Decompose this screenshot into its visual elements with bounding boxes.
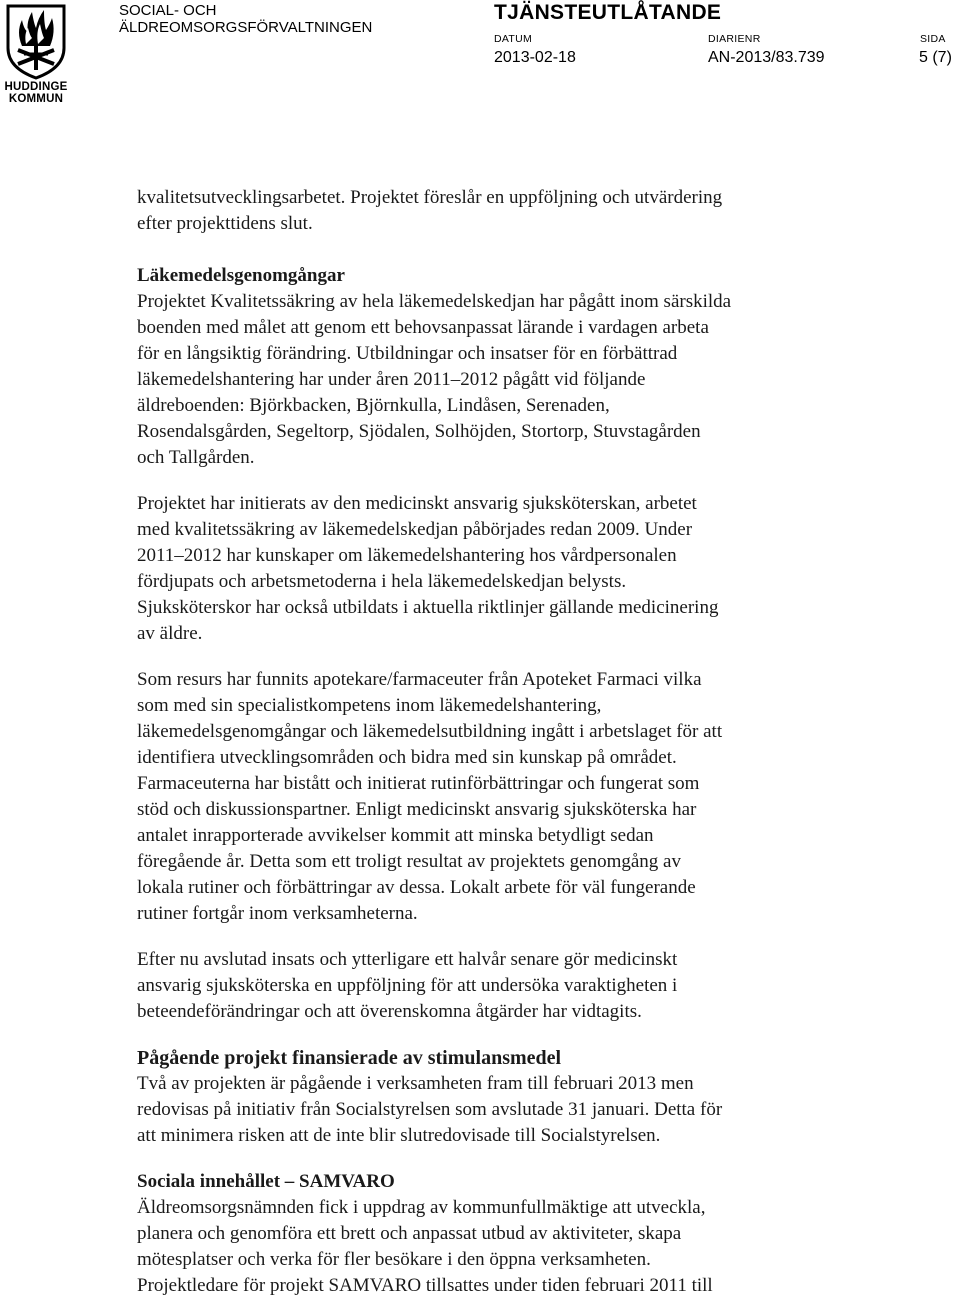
text-line: Projektledare för projekt SAMVARO tillsattes under tiden februari 2011 till xyxy=(137,1275,713,1296)
paragraph xyxy=(137,667,937,927)
text-line: Äldreomsorgsnämnden fick i uppdrag av kommunfullmäktige att utveckla, xyxy=(137,1197,706,1218)
text-line: Efter nu avslutad insats och ytterligare ett halvår senare gör medicinskt xyxy=(137,949,678,970)
text-line: att minimera risken att de inte blir slutredovisade till Socialstyrelsen. xyxy=(137,1125,661,1146)
text-line: kvalitetsutvecklingsarbetet. Projektet föreslår en uppföljning och utvärdering xyxy=(137,187,723,208)
text-line: 2011–2012 har kunskaper om läkemedelshantering hos vårdpersonalen xyxy=(137,545,677,566)
text-line: Projektet har initierats av den medicinskt ansvarig sjuksköterskan, arbetet xyxy=(137,493,697,514)
text-line: föregående år. Detta som ett troligt resultat av projektets genomgång av xyxy=(137,851,681,872)
text-line: stöd och diskussionspartner. Enligt medicinskt ansvarig sjuksköterska har xyxy=(137,799,697,820)
text-line: boenden med målet att genom ett behovsanpassat lärande i vardagen arbeta xyxy=(137,317,709,338)
section-heading-samvaro: Sociala innehållet – SAMVARO xyxy=(137,1171,395,1192)
text-line: äldreboenden: Björkbacken, Björnkulla, Lindåsen, Serenaden, xyxy=(137,395,610,416)
text-line: för en långsiktig förändring. Utbildningar och insatser för en förbättrad xyxy=(137,343,678,364)
logo-text-line2: KOMMUN xyxy=(8,93,64,105)
text-line: redovisas på initiativ från Socialstyrelsen som avslutade 31 januari. Detta för xyxy=(137,1099,723,1120)
page-label: SIDA xyxy=(920,33,946,45)
text-line: mötesplatser och verka för fler besökare i den öppna verksamheten. xyxy=(137,1249,651,1270)
document-type-title: TJÄNSTEUTLÅTANDE xyxy=(494,1,722,24)
date-label: DATUM xyxy=(494,33,533,45)
document-body xyxy=(137,185,937,1299)
date-value: 2013-02-18 xyxy=(494,49,576,66)
text-line: planera och genomföra ett brett och anpassat utbud av aktiviteter, skapa xyxy=(137,1223,682,1244)
paragraph xyxy=(137,491,937,647)
text-line: som med sin specialistkompetens inom läkemedelshantering, xyxy=(137,695,602,716)
text-line: identifiera utvecklingsområden och bidra med sin kunskap på området. xyxy=(137,747,677,768)
text-line: av äldre. xyxy=(137,623,203,644)
reference-number-value: AN-2013/83.739 xyxy=(708,49,825,66)
text-line: Farmaceuterna har bistått och initierat rutinförbättringar och fungerat som xyxy=(137,773,700,794)
text-line: och Tallgården. xyxy=(137,447,255,468)
text-line: Projektet Kvalitetssäkring av hela läkemedelskedjan har pågått inom särskilda xyxy=(137,291,732,312)
paragraph xyxy=(137,1195,937,1299)
text-line: Sjuksköterskor har också utbildats i aktuella riktlinjer gällande medicinering xyxy=(137,597,719,618)
municipality-logo xyxy=(0,0,72,108)
text-line: Som resurs har funnits apotekare/farmaceuter från Apoteket Farmaci vilka xyxy=(137,669,702,690)
section-heading-pagaende-projekt: Pågående projekt finansierade av stimulansmedel xyxy=(137,1047,562,1069)
text-line: ansvarig sjuksköterska en uppföljning för att undersöka varaktigheten i xyxy=(137,975,678,996)
text-line: efter projekttidens slut. xyxy=(137,213,313,234)
coat-of-arms-icon xyxy=(4,2,68,80)
text-line: med kvalitetssäkring av läkemedelskedjan påbörjades redan 2009. Under xyxy=(137,519,693,540)
page-number-value: 5 (7) xyxy=(919,49,952,66)
text-line: läkemedelsgenomgångar och läkemedelsutbildning ingått i arbetslaget för att xyxy=(137,721,723,742)
paragraph xyxy=(137,289,937,471)
paragraph xyxy=(137,1071,937,1149)
reference-number-label: DIARIENR xyxy=(708,33,761,45)
text-line: Två av projekten är pågående i verksamheten fram till februari 2013 men xyxy=(137,1073,694,1094)
intro-paragraph xyxy=(137,185,937,237)
logo-text-line1: HUDDINGE xyxy=(4,81,68,93)
text-line: rutiner fortgår inom verksamheterna. xyxy=(137,903,418,924)
text-line: beteendeförändringar och att överenskomna åtgärder har vidtagits. xyxy=(137,1001,642,1022)
section-heading-lakemedelsgenomgangar: Läkemedelsgenomgångar xyxy=(137,265,345,286)
text-line: fördjupats och arbetsmetoderna i hela läkemedelskedjan belysts. xyxy=(137,571,627,592)
text-line: Rosendalsgården, Segeltorp, Sjödalen, Solhöjden, Stortorp, Stuvstagården xyxy=(137,421,701,442)
text-line: läkemedelshantering har under åren 2011–2012 pågått vid följande xyxy=(137,369,646,390)
text-line: antalet inrapporterade avvikelser kommit att minska betydligt sedan xyxy=(137,825,654,846)
org-line-1: SOCIAL- OCH xyxy=(119,2,217,19)
organization-name xyxy=(119,2,372,36)
paragraph xyxy=(137,947,937,1025)
org-line-2: ÄLDREOMSORGSFÖRVALTNINGEN xyxy=(119,19,373,36)
text-line: lokala rutiner och förbättringar av dessa. Lokalt arbete för väl fungerande xyxy=(137,877,696,898)
